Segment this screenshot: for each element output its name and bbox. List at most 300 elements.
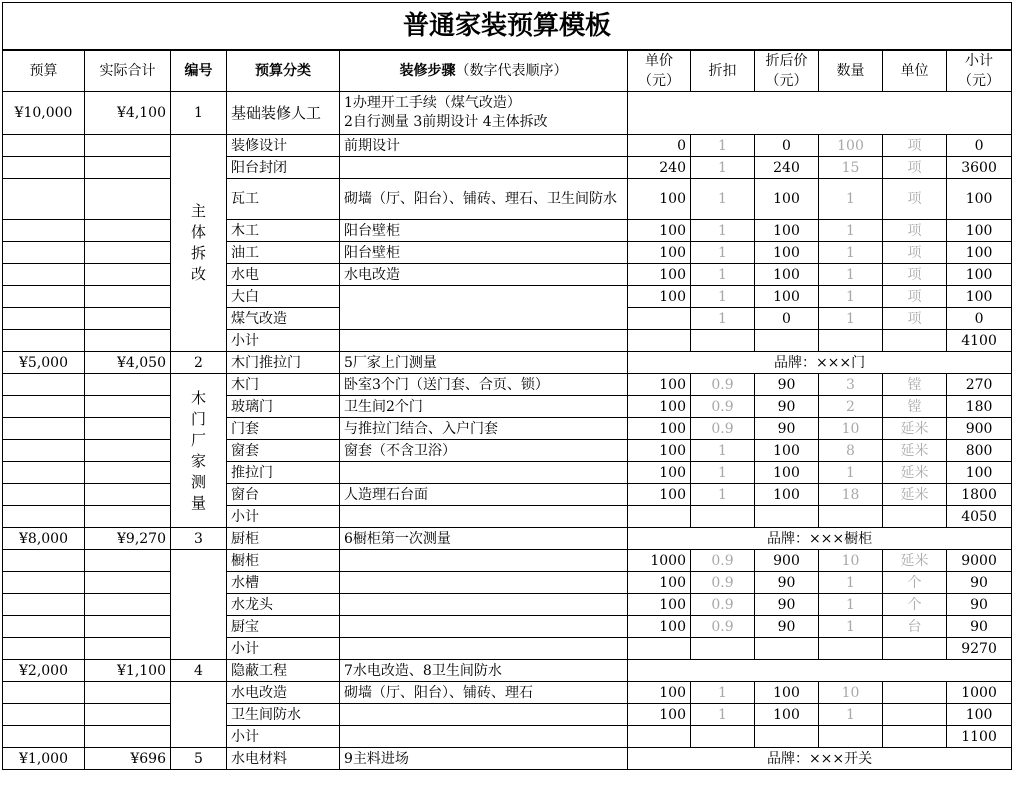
item-subtotal[interactable]: 1800 <box>947 484 1012 506</box>
empty-cell[interactable] <box>691 330 755 352</box>
item-name[interactable]: 厨宝 <box>227 616 340 638</box>
item-price[interactable]: 100 <box>628 594 691 616</box>
actual-cell[interactable]: ¥4,050 <box>85 352 171 374</box>
budget-cell[interactable] <box>3 286 85 308</box>
item-qty[interactable]: 10 <box>819 418 883 440</box>
actual-cell[interactable]: ¥1,100 <box>85 660 171 682</box>
actual-cell[interactable] <box>85 704 171 726</box>
budget-cell[interactable]: ¥10,000 <box>3 92 85 135</box>
budget-cell[interactable] <box>3 616 85 638</box>
empty-cell[interactable] <box>883 330 947 352</box>
budget-cell[interactable] <box>3 440 85 462</box>
item-unit[interactable] <box>883 704 947 726</box>
item-qty[interactable]: 3 <box>819 374 883 396</box>
item-unit[interactable]: 项 <box>883 179 947 220</box>
header-unit[interactable]: 单位 <box>883 50 947 92</box>
item-desc[interactable] <box>340 572 628 594</box>
budget-cell[interactable] <box>3 462 85 484</box>
item-name[interactable]: 瓦工 <box>227 179 340 220</box>
budget-cell[interactable] <box>3 157 85 179</box>
item-unit[interactable]: 项 <box>883 242 947 264</box>
subtotal-value[interactable]: 4100 <box>947 330 1012 352</box>
step-line: 2自行测量 3前期设计 4主体拆改 <box>344 114 548 130</box>
item-name[interactable]: 窗台 <box>227 484 340 506</box>
item-price[interactable]: 1000 <box>628 550 691 572</box>
item-qty[interactable]: 8 <box>819 440 883 462</box>
item-desc[interactable]: 前期设计 <box>340 135 628 157</box>
item-qty[interactable]: 1 <box>819 572 883 594</box>
item-unit[interactable]: 项 <box>883 135 947 157</box>
item-name[interactable]: 窗套 <box>227 440 340 462</box>
item-name[interactable]: 推拉门 <box>227 462 340 484</box>
item-after[interactable]: 900 <box>755 550 819 572</box>
item-desc[interactable]: 阳台壁柜 <box>340 220 628 242</box>
item-qty[interactable]: 2 <box>819 396 883 418</box>
item-after[interactable]: 100 <box>755 242 819 264</box>
item-qty[interactable]: 1 <box>819 179 883 220</box>
item-qty[interactable]: 1 <box>819 462 883 484</box>
actual-cell[interactable]: ¥9,270 <box>85 528 171 550</box>
item-desc[interactable]: 砌墙（厅、阳台）、铺砖、理石、卫生间防水 <box>340 179 628 220</box>
item-subtotal[interactable]: 100 <box>947 264 1012 286</box>
item-unit[interactable] <box>883 682 947 704</box>
item-price[interactable]: 240 <box>628 157 691 179</box>
item-discount[interactable]: 0.9 <box>691 418 755 440</box>
empty-cell[interactable] <box>755 638 819 660</box>
vertical-char: 改 <box>190 265 206 283</box>
subtotal-label[interactable]: 小计 <box>227 330 340 352</box>
actual-cell[interactable] <box>85 308 171 330</box>
item-name[interactable]: 油工 <box>227 242 340 264</box>
item-subtotal[interactable]: 100 <box>947 220 1012 242</box>
item-qty[interactable]: 1 <box>819 242 883 264</box>
item-unit[interactable]: 镗 <box>883 374 947 396</box>
empty-cell[interactable] <box>171 550 227 660</box>
budget-cell[interactable] <box>3 726 85 748</box>
item-price[interactable]: 100 <box>628 418 691 440</box>
empty-cell[interactable] <box>340 330 628 352</box>
header-discount-price-l1: 折后价 <box>765 53 808 69</box>
item-price[interactable]: 100 <box>628 462 691 484</box>
header-number[interactable]: 编号 <box>171 50 227 92</box>
item-price[interactable]: 100 <box>628 220 691 242</box>
item-desc[interactable] <box>340 616 628 638</box>
actual-cell[interactable] <box>85 726 171 748</box>
item-price[interactable]: 100 <box>628 242 691 264</box>
budget-cell[interactable] <box>3 682 85 704</box>
item-subtotal[interactable]: 100 <box>947 704 1012 726</box>
item-after[interactable]: 100 <box>755 264 819 286</box>
empty-cell[interactable] <box>628 660 1012 682</box>
empty-cell[interactable] <box>883 638 947 660</box>
empty-cell[interactable] <box>883 726 947 748</box>
item-discount[interactable]: 1 <box>691 440 755 462</box>
empty-cell[interactable] <box>628 330 691 352</box>
budget-cell[interactable]: ¥1,000 <box>3 748 85 770</box>
item-unit[interactable]: 延米 <box>883 484 947 506</box>
item-price[interactable]: 100 <box>628 484 691 506</box>
item-desc[interactable]: 与推拉门结合、入户门套 <box>340 418 628 440</box>
item-after[interactable]: 100 <box>755 462 819 484</box>
item-after[interactable]: 90 <box>755 572 819 594</box>
subtotal-label[interactable]: 小计 <box>227 638 340 660</box>
actual-cell[interactable] <box>85 462 171 484</box>
item-price[interactable]: 100 <box>628 264 691 286</box>
item-subtotal[interactable]: 180 <box>947 396 1012 418</box>
item-subtotal[interactable]: 100 <box>947 462 1012 484</box>
step-cell[interactable] <box>340 92 628 135</box>
actual-cell[interactable] <box>85 396 171 418</box>
number-cell[interactable]: 5 <box>171 748 227 770</box>
header-budget[interactable]: 预算 <box>3 50 85 92</box>
item-discount[interactable]: 1 <box>691 704 755 726</box>
item-desc[interactable]: 卫生间2个门 <box>340 396 628 418</box>
item-after[interactable]: 90 <box>755 396 819 418</box>
budget-cell[interactable] <box>3 374 85 396</box>
item-name[interactable]: 水电改造 <box>227 682 340 704</box>
step-cell[interactable]: 5厂家上门测量 <box>340 352 628 374</box>
item-discount[interactable]: 1 <box>691 179 755 220</box>
budget-cell[interactable] <box>3 242 85 264</box>
empty-cell[interactable] <box>883 506 947 528</box>
item-subtotal[interactable]: 1000 <box>947 682 1012 704</box>
item-after[interactable]: 90 <box>755 594 819 616</box>
item-qty[interactable]: 10 <box>819 550 883 572</box>
actual-cell[interactable] <box>85 135 171 157</box>
item-name[interactable]: 煤气改造 <box>227 308 340 330</box>
brand-cell[interactable]: 品牌：×××开关 <box>628 748 1012 770</box>
empty-cell[interactable] <box>628 506 691 528</box>
item-qty[interactable]: 1 <box>819 308 883 330</box>
item-discount[interactable]: 0.9 <box>691 594 755 616</box>
item-qty[interactable]: 18 <box>819 484 883 506</box>
item-subtotal[interactable]: 270 <box>947 374 1012 396</box>
empty-cell[interactable] <box>691 506 755 528</box>
item-qty[interactable]: 1 <box>819 286 883 308</box>
item-unit[interactable]: 台 <box>883 616 947 638</box>
item-name[interactable]: 大白 <box>227 286 340 308</box>
item-desc[interactable] <box>340 462 628 484</box>
item-discount[interactable]: 0.9 <box>691 616 755 638</box>
item-qty[interactable]: 1 <box>819 264 883 286</box>
item-qty[interactable]: 1 <box>819 220 883 242</box>
item-discount[interactable]: 1 <box>691 242 755 264</box>
budget-cell[interactable] <box>3 418 85 440</box>
item-name[interactable]: 水槽 <box>227 572 340 594</box>
budget-cell[interactable] <box>3 594 85 616</box>
item-row <box>3 704 1012 726</box>
empty-cell[interactable] <box>819 638 883 660</box>
item-price[interactable]: 100 <box>628 572 691 594</box>
item-name[interactable]: 阳台封闭 <box>227 157 340 179</box>
item-subtotal[interactable]: 0 <box>947 308 1012 330</box>
step-cell[interactable]: 9主料进场 <box>340 748 628 770</box>
category-cell[interactable]: 水电材料 <box>227 748 340 770</box>
item-discount[interactable]: 0.9 <box>691 374 755 396</box>
item-price[interactable] <box>628 308 691 330</box>
item-after[interactable]: 90 <box>755 374 819 396</box>
item-discount[interactable]: 0.9 <box>691 572 755 594</box>
empty-cell[interactable] <box>628 92 1012 135</box>
header-discount[interactable]: 折扣 <box>691 50 755 92</box>
number-cell[interactable]: 1 <box>171 92 227 135</box>
item-unit[interactable]: 延米 <box>883 462 947 484</box>
item-desc[interactable]: 水电改造 <box>340 264 628 286</box>
item-discount[interactable]: 1 <box>691 484 755 506</box>
item-desc[interactable]: 人造理石台面 <box>340 484 628 506</box>
subtotal-value[interactable]: 9270 <box>947 638 1012 660</box>
budget-cell[interactable] <box>3 572 85 594</box>
item-discount[interactable]: 0.9 <box>691 550 755 572</box>
item-desc[interactable]: 砌墙（厅、阳台）、铺砖、理石 <box>340 682 628 704</box>
item-desc[interactable] <box>340 550 628 572</box>
item-unit[interactable]: 延米 <box>883 550 947 572</box>
budget-cell[interactable]: ¥8,000 <box>3 528 85 550</box>
empty-cell[interactable] <box>628 638 691 660</box>
item-unit[interactable]: 个 <box>883 594 947 616</box>
subtotal-value[interactable]: 1100 <box>947 726 1012 748</box>
item-after[interactable]: 90 <box>755 616 819 638</box>
empty-cell[interactable] <box>755 506 819 528</box>
item-subtotal[interactable]: 800 <box>947 440 1012 462</box>
actual-cell[interactable] <box>85 572 171 594</box>
category-cell[interactable]: 隐蔽工程 <box>227 660 340 682</box>
item-price[interactable]: 100 <box>628 682 691 704</box>
item-desc[interactable]: 卧室3个门（送门套、合页、锁） <box>340 374 628 396</box>
empty-cell[interactable] <box>755 726 819 748</box>
item-after[interactable]: 90 <box>755 418 819 440</box>
header-discount-price[interactable] <box>755 50 819 92</box>
item-unit[interactable]: 项 <box>883 157 947 179</box>
actual-cell[interactable] <box>85 616 171 638</box>
category-cell[interactable]: 木门推拉门 <box>227 352 340 374</box>
number-cell[interactable]: 2 <box>171 352 227 374</box>
subtotal-label[interactable]: 小计 <box>227 726 340 748</box>
header-actual[interactable]: 实际合计 <box>85 50 171 92</box>
item-after[interactable]: 240 <box>755 157 819 179</box>
actual-cell[interactable] <box>85 550 171 572</box>
item-row <box>3 396 1012 418</box>
budget-cell[interactable] <box>3 506 85 528</box>
item-price[interactable]: 100 <box>628 286 691 308</box>
actual-cell[interactable] <box>85 418 171 440</box>
header-steps-label: 装修步骤 <box>399 63 456 79</box>
item-desc[interactable] <box>340 157 628 179</box>
actual-cell[interactable] <box>85 330 171 352</box>
number-cell[interactable]: 3 <box>171 528 227 550</box>
actual-cell[interactable]: ¥4,100 <box>85 92 171 135</box>
sheet-title[interactable]: 普通家装预算模板 <box>3 3 1012 51</box>
budget-cell[interactable] <box>3 550 85 572</box>
brand-cell[interactable]: 品牌：×××门 <box>628 352 1012 374</box>
step-cell[interactable]: 6橱柜第一次测量 <box>340 528 628 550</box>
header-unit-price[interactable] <box>628 50 691 92</box>
subtotal-row <box>3 330 1012 352</box>
item-subtotal[interactable]: 0 <box>947 135 1012 157</box>
actual-cell[interactable] <box>85 506 171 528</box>
item-row <box>3 550 1012 572</box>
item-desc[interactable]: 窗套（不含卫浴） <box>340 440 628 462</box>
vertical-char: 厂 <box>190 430 206 449</box>
budget-cell[interactable] <box>3 396 85 418</box>
item-qty[interactable]: 1 <box>819 616 883 638</box>
actual-cell[interactable] <box>85 242 171 264</box>
header-category[interactable]: 预算分类 <box>227 50 340 92</box>
item-unit[interactable]: 项 <box>883 286 947 308</box>
actual-cell[interactable] <box>85 157 171 179</box>
item-subtotal[interactable]: 90 <box>947 594 1012 616</box>
empty-cell[interactable] <box>755 330 819 352</box>
budget-cell[interactable]: ¥5,000 <box>3 352 85 374</box>
item-name[interactable]: 卫生间防水 <box>227 704 340 726</box>
item-after[interactable]: 100 <box>755 440 819 462</box>
item-desc[interactable] <box>340 594 628 616</box>
actual-cell[interactable]: ¥696 <box>85 748 171 770</box>
step-cell[interactable]: 7水电改造、8卫生间防水 <box>340 660 628 682</box>
item-row <box>3 179 1012 220</box>
item-unit[interactable]: 延米 <box>883 418 947 440</box>
item-discount[interactable]: 1 <box>691 462 755 484</box>
item-after[interactable]: 100 <box>755 220 819 242</box>
item-unit[interactable]: 项 <box>883 308 947 330</box>
empty-cell[interactable] <box>819 506 883 528</box>
brand-cell[interactable]: 品牌：×××橱柜 <box>628 528 1012 550</box>
item-subtotal[interactable]: 100 <box>947 242 1012 264</box>
empty-cell[interactable] <box>819 330 883 352</box>
item-after[interactable]: 100 <box>755 179 819 220</box>
empty-cell[interactable] <box>340 638 628 660</box>
budget-cell[interactable] <box>3 179 85 220</box>
actual-cell[interactable] <box>85 220 171 242</box>
item-name[interactable]: 木工 <box>227 220 340 242</box>
item-qty[interactable]: 10 <box>819 682 883 704</box>
item-name[interactable]: 门套 <box>227 418 340 440</box>
item-unit[interactable]: 个 <box>883 572 947 594</box>
empty-cell[interactable] <box>691 726 755 748</box>
item-after[interactable]: 100 <box>755 484 819 506</box>
vertical-char: 家 <box>190 451 206 470</box>
budget-cell[interactable] <box>3 135 85 157</box>
item-price[interactable]: 100 <box>628 704 691 726</box>
empty-cell[interactable] <box>628 726 691 748</box>
item-qty[interactable]: 15 <box>819 157 883 179</box>
budget-cell[interactable] <box>3 704 85 726</box>
item-discount[interactable]: 1 <box>691 682 755 704</box>
empty-cell[interactable] <box>691 638 755 660</box>
item-price[interactable]: 100 <box>628 179 691 220</box>
item-name[interactable]: 木门 <box>227 374 340 396</box>
section-row <box>3 748 1012 770</box>
budget-cell[interactable] <box>3 638 85 660</box>
actual-cell[interactable] <box>85 594 171 616</box>
item-desc[interactable] <box>340 704 628 726</box>
actual-cell[interactable] <box>85 638 171 660</box>
subtotal-label[interactable]: 小计 <box>227 506 340 528</box>
item-after[interactable]: 100 <box>755 682 819 704</box>
item-discount[interactable]: 0.9 <box>691 396 755 418</box>
budget-cell[interactable] <box>3 330 85 352</box>
header-steps-note: （数字代表顺序） <box>455 63 568 79</box>
item-price[interactable]: 100 <box>628 616 691 638</box>
item-qty[interactable]: 1 <box>819 704 883 726</box>
title-row <box>3 3 1012 51</box>
item-price[interactable]: 100 <box>628 396 691 418</box>
subtotal-value[interactable]: 4050 <box>947 506 1012 528</box>
header-steps[interactable] <box>340 50 628 92</box>
item-discount[interactable]: 1 <box>691 157 755 179</box>
item-discount[interactable]: 1 <box>691 220 755 242</box>
actual-cell[interactable] <box>85 179 171 220</box>
item-name[interactable]: 玻璃门 <box>227 396 340 418</box>
budget-cell[interactable]: ¥2,000 <box>3 660 85 682</box>
item-subtotal[interactable]: 90 <box>947 616 1012 638</box>
empty-cell[interactable] <box>819 726 883 748</box>
vertical-char: 量 <box>190 493 206 512</box>
budget-cell[interactable] <box>3 308 85 330</box>
header-subtotal[interactable] <box>947 50 1012 92</box>
category-cell[interactable]: 基础装修人工 <box>227 92 340 135</box>
item-discount[interactable]: 1 <box>691 286 755 308</box>
item-name[interactable]: 水龙头 <box>227 594 340 616</box>
item-subtotal[interactable]: 90 <box>947 572 1012 594</box>
item-after[interactable]: 0 <box>755 135 819 157</box>
number-cell[interactable]: 4 <box>171 660 227 682</box>
item-subtotal[interactable]: 900 <box>947 418 1012 440</box>
item-subtotal[interactable]: 3600 <box>947 157 1012 179</box>
actual-cell[interactable] <box>85 440 171 462</box>
item-price[interactable]: 0 <box>628 135 691 157</box>
empty-cell[interactable] <box>340 506 628 528</box>
item-desc[interactable] <box>340 286 628 308</box>
item-unit[interactable]: 延米 <box>883 440 947 462</box>
item-name[interactable]: 橱柜 <box>227 550 340 572</box>
actual-cell[interactable] <box>85 484 171 506</box>
item-discount[interactable]: 1 <box>691 264 755 286</box>
item-subtotal[interactable]: 100 <box>947 179 1012 220</box>
actual-cell[interactable] <box>85 374 171 396</box>
budget-cell[interactable] <box>3 264 85 286</box>
item-price[interactable]: 100 <box>628 440 691 462</box>
actual-cell[interactable] <box>85 264 171 286</box>
item-discount[interactable]: 1 <box>691 308 755 330</box>
item-price[interactable]: 100 <box>628 374 691 396</box>
empty-cell[interactable] <box>171 682 227 748</box>
item-subtotal[interactable]: 9000 <box>947 550 1012 572</box>
item-desc[interactable] <box>340 308 628 330</box>
empty-cell[interactable] <box>340 726 628 748</box>
actual-cell[interactable] <box>85 682 171 704</box>
item-after[interactable]: 0 <box>755 308 819 330</box>
item-discount[interactable]: 1 <box>691 135 755 157</box>
item-unit[interactable]: 项 <box>883 264 947 286</box>
item-qty[interactable]: 1 <box>819 594 883 616</box>
header-quantity[interactable]: 数量 <box>819 50 883 92</box>
header-subtotal-l2: （元） <box>958 73 1001 89</box>
item-name[interactable]: 装修设计 <box>227 135 340 157</box>
budget-cell[interactable] <box>3 484 85 506</box>
item-after[interactable]: 100 <box>755 286 819 308</box>
item-qty[interactable]: 100 <box>819 135 883 157</box>
budget-cell[interactable] <box>3 220 85 242</box>
category-cell[interactable]: 厨柜 <box>227 528 340 550</box>
item-unit[interactable]: 镗 <box>883 396 947 418</box>
item-after[interactable]: 100 <box>755 704 819 726</box>
actual-cell[interactable] <box>85 286 171 308</box>
item-name[interactable]: 水电 <box>227 264 340 286</box>
item-desc[interactable]: 阳台壁柜 <box>340 242 628 264</box>
item-subtotal[interactable]: 100 <box>947 286 1012 308</box>
item-unit[interactable]: 项 <box>883 220 947 242</box>
